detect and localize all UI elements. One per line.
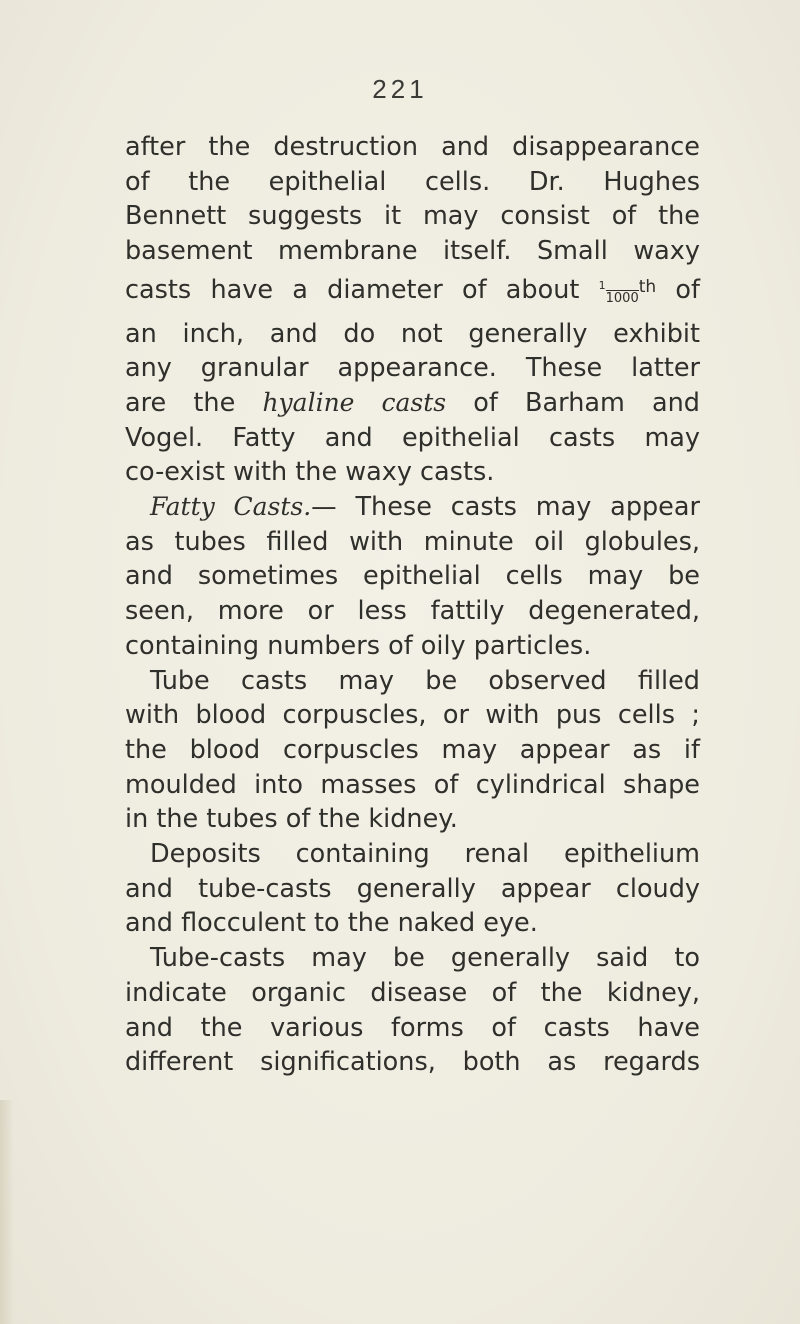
text-line-hyaline: [125, 386, 700, 421]
text-line-fraction: [125, 269, 700, 317]
text-line: any granular appearance. These latter: [125, 353, 700, 384]
text-line: co-exist with the waxy casts.: [125, 457, 495, 488]
fraction-denominator: 1000: [605, 290, 639, 306]
text-line: indicate organic disease of the kidney,: [125, 977, 700, 1008]
text-line: moulded into masses of cylindrical shape: [125, 769, 700, 800]
fraction: [599, 275, 657, 305]
fraction-suffix: th: [638, 276, 657, 297]
text-line: in the tubes of the kidney.: [125, 804, 458, 835]
section-heading: Fatty Casts.: [150, 492, 312, 522]
text-line: Tube-casts may be generally said to: [150, 943, 700, 974]
text-line: basement membrane itself. Small waxy: [125, 236, 700, 267]
text-fragment: casts have a diameter of about: [125, 274, 580, 305]
page-number: 221: [372, 74, 428, 104]
text-fragment: of: [675, 274, 701, 305]
text-line: containing numbers of oily particles.: [125, 630, 592, 661]
text-line-heading: [125, 490, 700, 525]
fraction-numerator: 1: [598, 278, 606, 292]
text-line: seen, more or less fattily degenerated,: [125, 596, 700, 627]
text-line: after the destruction and disappearance: [125, 132, 700, 162]
text-line: different significations, both as regards: [125, 1047, 700, 1078]
text-line: and the various forms of casts have: [125, 1012, 700, 1043]
text-line: of the epithelial cells. Dr. Hughes: [125, 166, 700, 197]
text-line: and flocculent to the naked eye.: [125, 908, 538, 939]
text-line: Deposits containing renal epithelium: [150, 839, 700, 870]
text-line: Vogel. Fatty and epithelial casts may: [125, 422, 700, 453]
text-line: and tube-casts generally appear cloudy: [125, 873, 700, 904]
italic-term: hyaline casts: [262, 387, 447, 417]
text-line: the blood corpuscles may appear as if: [125, 734, 700, 765]
text-fragment: of Barham and: [473, 387, 700, 418]
text-line: Tube casts may be observed filled: [150, 665, 700, 696]
text-line: and sometimes epithelial cells may be: [125, 561, 700, 592]
text-fragment: — These casts may appear: [311, 492, 700, 523]
body-text: [125, 130, 700, 1080]
page-edge-shadow: [0, 1100, 14, 1324]
text-line: an inch, and do not generally exhibit: [125, 318, 700, 349]
text-fragment: are the: [125, 387, 236, 418]
text-line: as tubes filled with minute oil globules,: [125, 526, 700, 557]
text-line: with blood corpuscles, or with pus cells ;: [125, 700, 700, 731]
text-line: Bennett suggests it may consist of the: [125, 201, 700, 232]
